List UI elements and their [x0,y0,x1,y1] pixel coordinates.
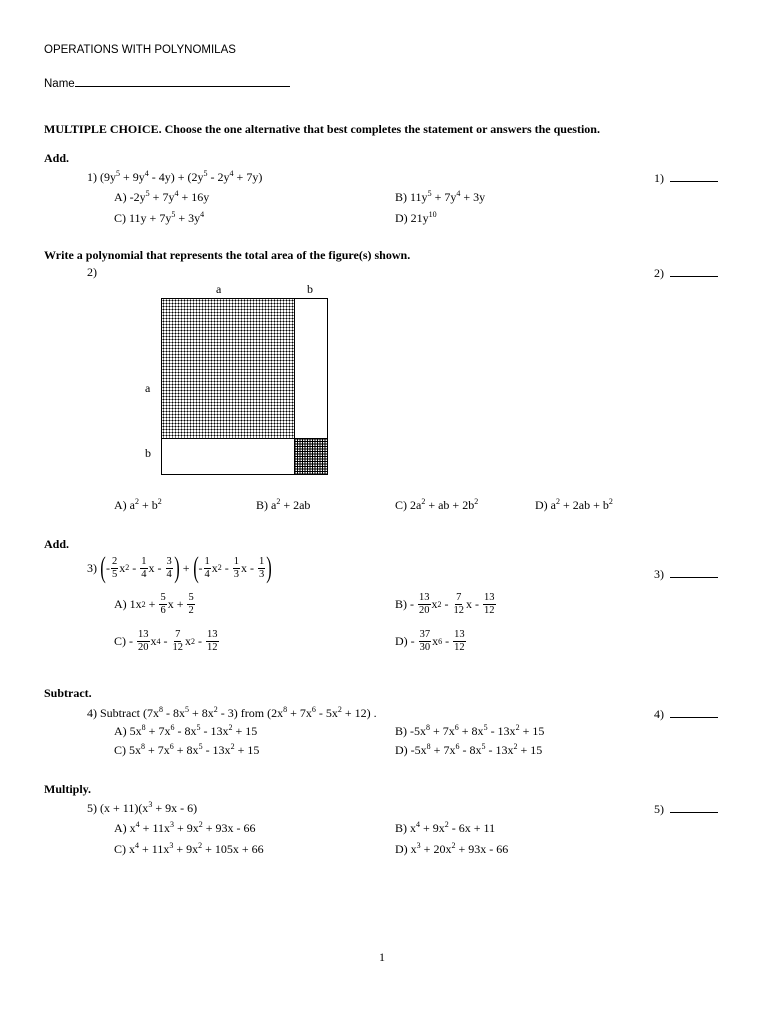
q4-choice-b[interactable]: B) $-5x^8 + 7x^6 + 8x^5 - 13x^2 + 15$ [395,723,545,738]
q3-choice-a[interactable]: A) 1x 2 + $\frac{5}{6}$ x + $\frac{5}{2}$ [114,592,194,616]
q5-choice-b[interactable]: B) $x^4 + 9x^2 - 6x + 11$ [395,820,496,835]
q1-choice-a[interactable]: A) $-2y^5 + 7y^4 + 16y$ [114,189,210,204]
answer-slot-3[interactable] [654,566,718,582]
q3-choice-c[interactable]: C) - $\frac{13}{20}$ x 4 - $\frac{7}{12}$ x 2 - $\frac{13}{12}$ [114,629,218,653]
figure-label-left-b: b [145,446,151,460]
answer-number: 2) [654,266,664,280]
q4-choice-a[interactable]: A) $5x^8 + 7x^6 - 8x^5 - 13x^2 + 15$ [114,723,258,738]
question-2-number: 2) [87,265,97,279]
page-number: 1 [379,950,385,964]
question-number: 5) [87,801,97,815]
question-1-stem: 1) $(9y^5 + 9y^4 - 4y) + (2y^5 - 2y^4 + 7y)$ [87,169,263,184]
q2-choice-d[interactable]: D) $a^2 + 2ab + b^2$ [535,497,613,512]
name-field[interactable] [44,75,290,90]
question-4-stem: 4) Subtract $(7x^8 - 8x^5 + 8x^2 - 3)$ from $(2x^8 + 7x^6 - 5x^2 + 12)$ . [87,705,377,720]
section-area-heading: Write a polynomial that represents the total area of the figure(s) shown. [44,248,411,262]
answer-number: 1) [654,171,664,185]
section-add2-heading: Add. [44,537,70,551]
answer-slot-5[interactable] [654,801,718,817]
section-multiply-heading: Multiply. [44,782,92,796]
instructions: MULTIPLE CHOICE. Choose the one alternative that best completes the statement or answers the question. [44,122,600,136]
answer-blank[interactable] [670,801,718,813]
q1-choice-d[interactable]: D) $21y^{10}$ [395,210,437,225]
answer-blank[interactable] [670,265,718,277]
square-a-region [162,299,295,439]
section-add-heading: Add. [44,151,70,165]
rect-ab-bottom-region [162,439,295,474]
question-number: 3) [87,560,97,575]
q1-choice-b[interactable]: B) $11y^5 + 7y^4 + 3y$ [395,189,486,204]
rect-ab-right-region [295,299,327,439]
answer-slot-1[interactable] [654,170,718,186]
question-3-stem: 3) ( - $\frac{2}{5}$ x 2 - $\frac{1}{4}$ x - $\frac{3}{4}$ ) + ( - $\frac{1}{4}$ x 2 - $\frac{1}{3}$ x - $\frac{1}{3}$ ) [87,551,273,584]
q2-choice-c[interactable]: C) $2a^2$ + ab + $2b^2$ [395,497,479,512]
answer-slot-2[interactable] [654,265,718,281]
answer-blank[interactable] [670,566,718,578]
q2-choice-b[interactable]: B) $a^2 + 2ab$ [256,497,311,512]
answer-blank[interactable] [670,706,718,718]
answer-number: 5) [654,802,664,816]
square-b-region [295,439,327,474]
answer-blank[interactable] [670,170,718,182]
answer-number: 4) [654,707,664,721]
q3-choice-b[interactable]: B) - $\frac{13}{20}$ x 2 - $\frac{7}{12}$ x - $\frac{13}{12}$ [395,592,495,616]
name-label: Name [44,78,75,90]
question-number: 4) [87,706,97,720]
q3-choice-d[interactable]: D) - $\frac{37}{30}$ x 6 - $\frac{13}{12}$ [395,629,465,653]
q5-choice-a[interactable]: A) $x^4 + 11x^3 + 9x^2 + 93x - 66$ [114,820,256,835]
q4-choice-d[interactable]: D) $-5x^8 + 7x^6 - 8x^5 - 13x^2 + 15$ [395,742,543,757]
section-subtract-heading: Subtract. [44,686,92,700]
question-number: 1) [87,170,97,184]
worksheet-title: OPERATIONS WITH POLYNOMILAS [44,44,236,56]
figure-label-top-b: b [307,282,313,296]
question-5-stem: 5) $(x + 11)(x^3 + 9x - 6)$ [87,800,198,815]
name-line[interactable] [75,75,290,87]
answer-slot-4[interactable] [654,706,718,722]
q4-choice-c[interactable]: C) $5x^8 + 7x^6 + 8x^5 - 13x^2 + 15$ [114,742,260,757]
figure-label-top-a: a [216,282,222,296]
area-figure [161,298,328,475]
figure-label-left-a: a [145,381,151,395]
q5-choice-c[interactable]: C) $x^4 + 11x^3 + 9x^2 + 105x + 66$ [114,841,264,856]
q2-choice-a[interactable]: A) $a^2 + b^2$ [114,497,162,512]
answer-number: 3) [654,567,664,581]
q1-choice-c[interactable]: C) $11y + 7y^5 + 3y^4$ [114,210,205,225]
q5-choice-d[interactable]: D) $x^3 + 20x^2 + 93x - 66$ [395,841,509,856]
